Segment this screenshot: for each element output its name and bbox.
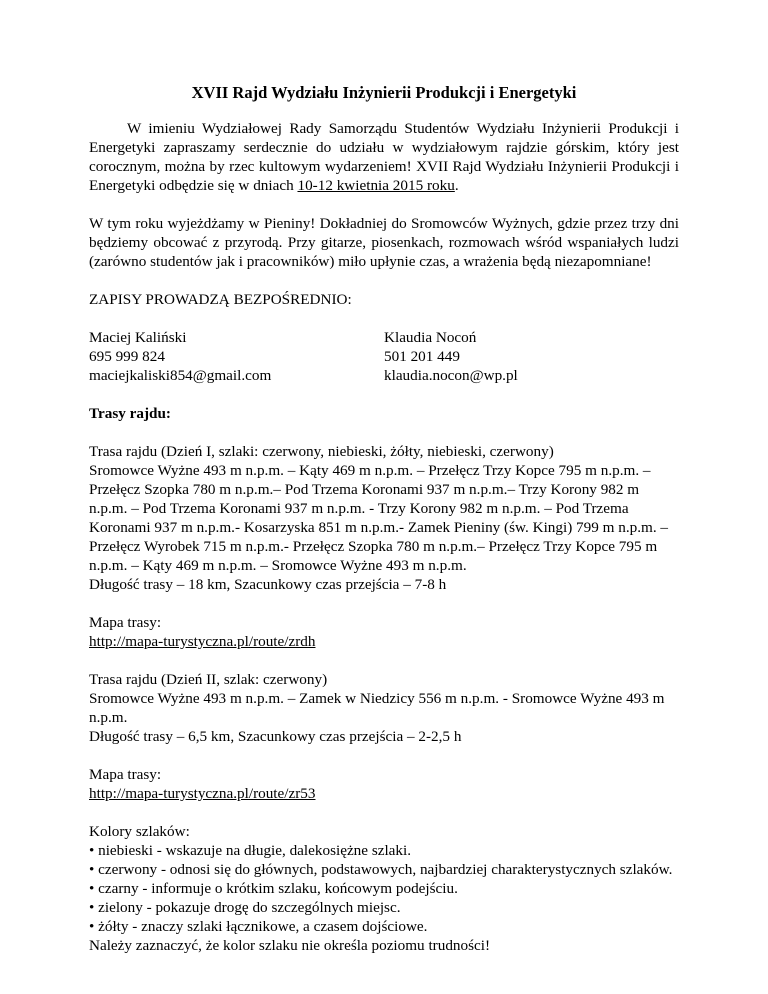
- contact-phone: 695 999 824: [89, 348, 165, 365]
- color-item: • zielony - pokazuje drogę do szczególnych miejsc.: [89, 899, 401, 916]
- color-item: • czerwony - odnosi się do głównych, podstawowych, najbardziej charakterystycznych szlaków.: [89, 861, 673, 878]
- event-date: 10-12 kwietnia 2015 roku: [297, 177, 455, 194]
- intro-paragraph: [89, 119, 679, 195]
- routes-heading: Trasy rajdu:: [89, 405, 171, 422]
- route2-header: Trasa rajdu (Dzień II, szlak: czerwony): [89, 671, 328, 688]
- contact-name: Maciej Kaliński: [89, 329, 187, 346]
- document-title: XVII Rajd Wydziału Inżynierii Produkcji i Energetyki: [191, 83, 577, 102]
- contact-card: [89, 328, 384, 385]
- colors-note: Należy zaznaczyć, że kolor szlaku nie określa poziomu trudności!: [89, 937, 491, 954]
- route1-length: Długość trasy – 18 km, Szacunkowy czas przejścia – 7-8 h: [89, 576, 447, 593]
- contact-email: klaudia.nocon@wp.pl: [384, 367, 518, 384]
- route2-map-link[interactable]: http://mapa-turystyczna.pl/route/zr53: [89, 785, 316, 802]
- route2-map-label: Mapa trasy:: [89, 766, 162, 783]
- contact-name: Klaudia Nocoń: [384, 329, 477, 346]
- route1-path: Sromowce Wyżne 493 m n.p.m. – Kąty 469 m n.p.m. – Przełęcz Trzy Kopce 795 m n.p.m. – Przełęcz Szopka 780 m n.p.m.– Pod Trzema Koronami 937 m n.p.m.– Trzy Korony 982 m n.p.m. – Pod Trzema Koronami 937 m n.p.m. - Trzy Korony 982 m n.p.m. – Pod Trzema Koronami 937 m n.p.m.- Kosarzyska 851 m n.p.m.- Zamek Pieniny (św. Kingi) 799 m n.p.m. – Przełęcz Wyrobek 715 m n.p.m.- Przełęcz Szopka 780 m n.p.m.– Przełęcz Trzy Kopce 795 m n.p.m. – Kąty 469 m n.p.m. – Sromowce Wyżne 493 m n.p.m.: [89, 462, 669, 574]
- route1-map-link[interactable]: http://mapa-turystyczna.pl/route/zrdh: [89, 633, 316, 650]
- route2-map: [89, 765, 679, 803]
- pieniny-paragraph: W tym roku wyjeżdżamy w Pieniny! Dokładniej do Sromowców Wyżnych, gdzie przez trzy dni będziemy obcować z przyrodą. Przy gitarze, piosenkach, rozmowach wśród wspaniałych ludzi (zarówno studentów jak i pracowników) miło upłynie czas, a wrażenia będą niezapomniane!: [89, 215, 679, 270]
- contact-phone: 501 201 449: [384, 348, 460, 365]
- document-page: [89, 82, 679, 974]
- color-item: • niebieski - wskazuje na długie, dalekosiężne szlaki.: [89, 842, 412, 859]
- intro-end: .: [454, 177, 459, 194]
- contacts: [89, 328, 679, 385]
- route1-block: [89, 442, 679, 594]
- color-item: • czarny - informuje o krótkim szlaku, końcowym podejściu.: [89, 880, 458, 897]
- trail-colors: [89, 822, 679, 955]
- contact-email: maciejkaliski854@gmail.com: [89, 367, 272, 384]
- color-item: • żółty - znaczy szlaki łącznikowe, a czasem dojściowe.: [89, 918, 428, 935]
- route1-header: Trasa rajdu (Dzień I, szlaki: czerwony, niebieski, żółty, niebieski, czerwony): [89, 443, 554, 460]
- contact-card: [384, 328, 679, 385]
- route2-path: Sromowce Wyżne 493 m n.p.m. – Zamek w Niedzicy 556 m n.p.m. - Sromowce Wyżne 493 m n.p.m.: [89, 690, 665, 726]
- route1-map: [89, 613, 679, 651]
- signup-heading: ZAPISY PROWADZĄ BEZPOŚREDNIO:: [89, 291, 352, 308]
- route2-length: Długość trasy – 6,5 km, Szacunkowy czas przejścia – 2-2,5 h: [89, 728, 462, 745]
- colors-heading: Kolory szlaków:: [89, 823, 190, 840]
- route2-block: [89, 670, 679, 746]
- intro-text: W imieniu Wydziałowej Rady Samorządu Studentów Wydziału Inżynierii Produkcji i Energetyki zapraszamy serdecznie do udziału w wydziałowym rajdzie górskim, który jest corocznym, można by rzec kultowym wydarzeniem! XVII Rajd Wydziału Inżynierii Produkcji i Energetyki odbędzie się w dniach: [89, 120, 679, 194]
- route1-map-label: Mapa trasy:: [89, 614, 162, 631]
